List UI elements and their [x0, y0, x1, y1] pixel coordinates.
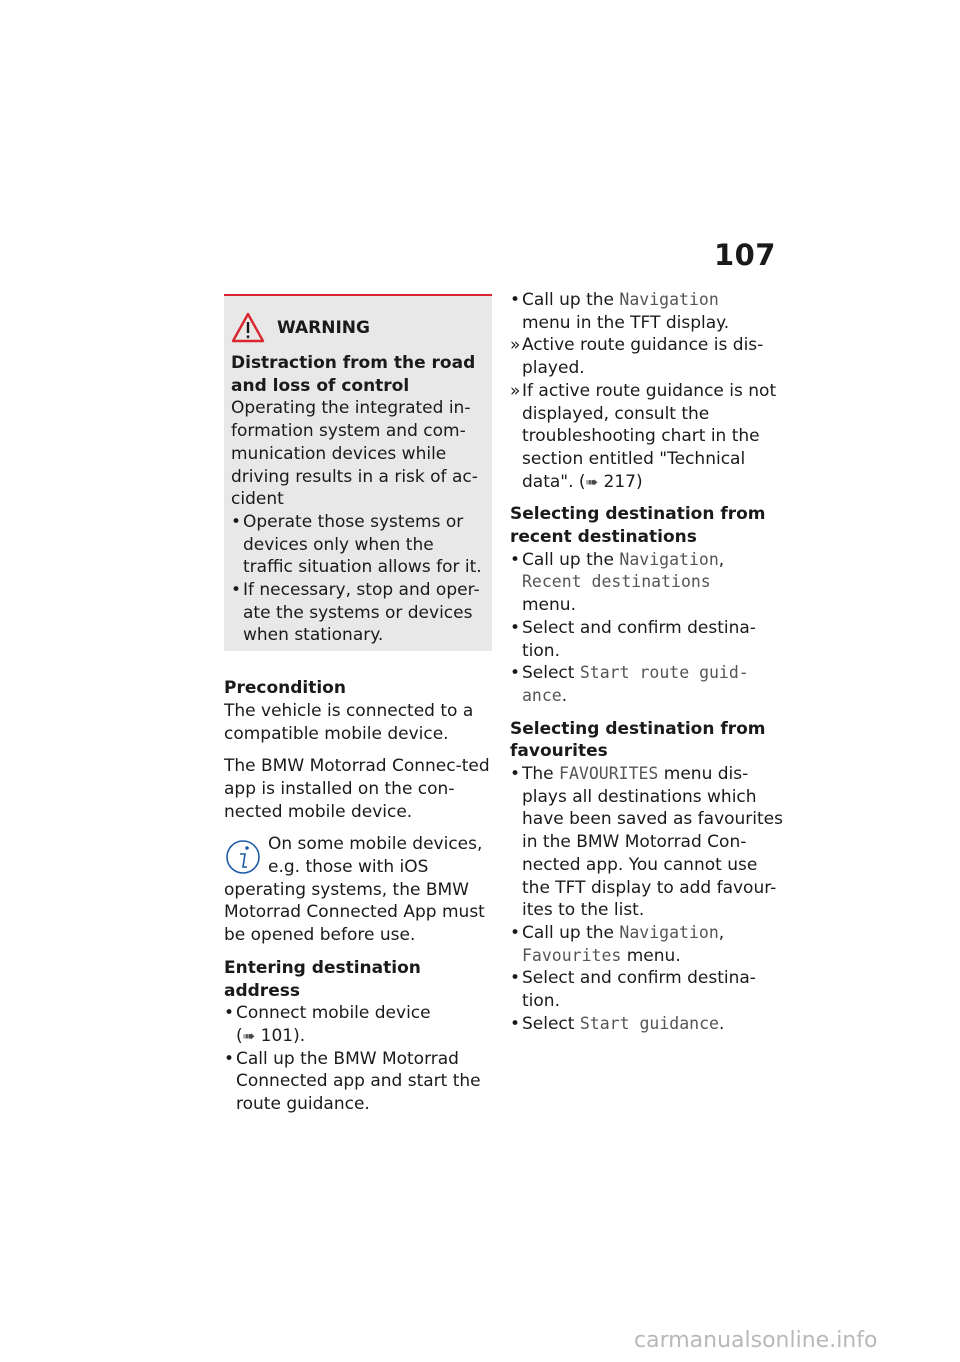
recent-item-1-post: menu. [522, 595, 576, 616]
info-note [224, 833, 492, 947]
recent-item-2: • Select and confirm destina-tion. [510, 617, 786, 662]
favourites-item-4-post: . [718, 1013, 725, 1034]
entering-item-1-ref[interactable]: 101). [260, 1025, 306, 1046]
favourites-nav-label: Navigation [619, 922, 719, 942]
warning-body: Operating the integrated in-formation system and com-munication devices while driving results in a risk of ac-cident [231, 398, 478, 510]
entering-item-2: • Call up the BMW Motorrad Connected app and start the route guidance. [224, 1048, 492, 1116]
result-item-1: » Active route guidance is dis-played. [510, 334, 786, 379]
left-column [224, 294, 492, 1116]
result-item-2: » If active route guidance is not displayed, consult the troubleshooting chart in the section entitled "Technical data". (➠ 217) [510, 380, 786, 494]
favourites-list [510, 763, 786, 1035]
recent-item-3 [510, 662, 786, 707]
favourites-item-2-pre: Call up the [522, 922, 620, 943]
warning-heading-line1: Distraction from the road [231, 353, 476, 373]
entering-item-1-text: Connect mobile device [236, 1003, 431, 1024]
navigation-item-1-pre: Call up the [522, 290, 620, 310]
warning-bullets [231, 511, 486, 647]
recent-nav-label: Navigation [619, 549, 719, 569]
result-item-2-ref[interactable]: 217) [603, 471, 643, 492]
info-icon [224, 837, 262, 877]
recent-item-3-pre: Select [522, 663, 580, 684]
start-guidance-label: Start guidance [579, 1013, 719, 1033]
precondition-text-1: The vehicle is connected to a compatible mobile device. [224, 700, 474, 744]
navigation-menu-label: Navigation [619, 290, 719, 309]
entering-heading: Entering destination address [224, 957, 421, 1001]
recent-heading: Selecting destination from recent destinations [510, 504, 766, 548]
recent-item-3-post: . [561, 685, 568, 706]
watermark: carmanualsonline.info [634, 1328, 878, 1353]
right-column [510, 289, 786, 1036]
result-list [510, 334, 786, 493]
warning-header [231, 312, 486, 344]
recent-comma: , [718, 549, 725, 570]
warning-bullet-2: • If necessary, stop and oper-ate the systems or devices when stationary. [231, 579, 486, 647]
navigation-item-1-post: menu in the TFT display. [522, 312, 730, 333]
page-ref-arrow-icon: ➠ [585, 472, 599, 491]
page-number: 107 [713, 238, 776, 272]
recent-item-1 [510, 549, 786, 617]
result-item-2-text: If active route guidance is not displayed, consult the troubleshooting chart in the section entitled "Technical data". [522, 380, 777, 492]
favourites-comma: , [718, 922, 725, 943]
warning-title: WARNING [277, 317, 370, 338]
favourites-heading: Selecting destination from favourites [510, 718, 766, 762]
favourites-item-4-pre: Select [522, 1013, 580, 1034]
warning-heading-line2: and loss of control [231, 375, 410, 396]
recent-list [510, 549, 786, 708]
recent-item-1-pre: Call up the [522, 549, 620, 570]
recent-destinations-label: Recent destinations [522, 572, 711, 592]
favourites-item-1-pre: The [522, 764, 560, 785]
navigation-list [510, 289, 786, 334]
favourites-item-2-post: menu. [621, 945, 681, 966]
entering-list [224, 1002, 492, 1116]
favourites-sub-label: Favourites [522, 945, 622, 965]
entering-item-1: • Connect mobile device (➠ 101). [224, 1002, 492, 1047]
warning-box [224, 294, 492, 651]
favourites-item-2 [510, 922, 786, 967]
favourites-item-3: • Select and confirm destina-tion. [510, 967, 786, 1012]
start-route-guidance-label: Start route guid-ance [522, 663, 749, 705]
favourites-menu-label: FAVOURITES [559, 764, 659, 784]
precondition-text-2: The BMW Motorrad Connec-ted app is installed on the con-nected mobile device. [224, 756, 490, 822]
favourites-item-1-post: menu dis-plays all destinations which have been saved as favourites in the BMW Motorrad Con-nected app. You cannot use the TFT display to add favour-ites to the list. [522, 764, 784, 921]
precondition-heading: Precondition [224, 678, 346, 699]
warning-triangle-icon [231, 312, 265, 344]
favourites-item-4 [510, 1013, 786, 1036]
info-note-text: On some mobile devices, e.g. those with iOS operating systems, the BMW Motorrad Connected App must be opened before use. [224, 834, 485, 946]
warning-bullet-1: • Operate those systems or devices only when the traffic situation allows for it. [231, 511, 486, 579]
navigation-item-1 [510, 289, 786, 334]
page-ref-arrow-icon: ➠ [242, 1026, 256, 1045]
favourites-item-1 [510, 763, 786, 922]
